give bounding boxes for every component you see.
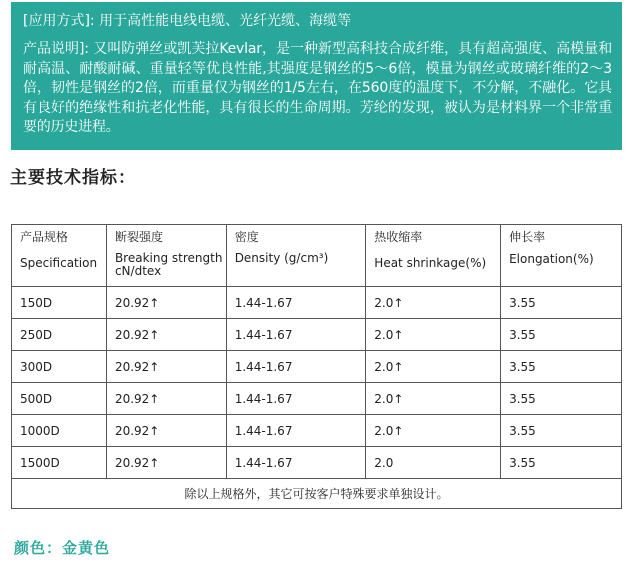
cell-density: 1.44-1.67 [226, 447, 366, 479]
cell-spec: 250D [12, 319, 107, 351]
cell-shrinkage: 2.0↑ [366, 351, 501, 383]
section-title: 主要技术指标： [10, 168, 136, 188]
table-row [12, 287, 622, 319]
cell-shrinkage: 2.0↑ [366, 383, 501, 415]
table-row [12, 447, 622, 479]
description-text: 产品说明]: 又叫防弹丝或凯芙拉Kevlar，是一种新型高科技合成纤维，具有超高强度、高模量和耐高温、耐酸耐碱、重量轻等优良性能,其强度是钢丝的5～6倍，模量为钢丝或玻璃纤维的2～3倍，韧性是钢丝的2倍，而重量仅为钢丝的1/5左右，在560度的温度下，不分解，不融化。它具有良好的绝缘性和抗老化性能，具有很长的生命周期。芳纶的发现，被认为是材料界一个非常重要的历史进程。 [23, 41, 612, 136]
table-note: 除以上规格外，其它可按客户特殊要求单独设计。 [12, 479, 622, 509]
spec-table [11, 224, 622, 509]
cell-elongation: 3.55 [501, 447, 622, 479]
product-info-banner [11, 2, 622, 150]
table-row [12, 319, 622, 351]
cell-spec: 300D [12, 351, 107, 383]
table-note-row [12, 479, 622, 509]
cell-strength: 20.92↑ [106, 319, 226, 351]
cell-spec: 1500D [12, 447, 107, 479]
usage-text: [应用方式]: 用于高性能电线电缆、光纤光缆、海缆等 [23, 13, 352, 29]
cell-strength: 20.92↑ [106, 415, 226, 447]
cell-strength: 20.92↑ [106, 351, 226, 383]
cell-elongation: 3.55 [501, 319, 622, 351]
table-row [12, 351, 622, 383]
cell-spec: 1000D [12, 415, 107, 447]
header-specification: 产品规格 Specification [12, 225, 107, 287]
cell-elongation: 3.55 [501, 287, 622, 319]
cell-density: 1.44-1.67 [226, 415, 366, 447]
color-info: 颜色：金黄色 [14, 539, 111, 557]
header-heat-shrinkage: 热收缩率 Heat shrinkage(%) [366, 225, 501, 287]
cell-spec: 150D [12, 287, 107, 319]
table-header-row [12, 225, 622, 287]
cell-spec: 500D [12, 383, 107, 415]
header-density: 密度 Density (g/cm³) [226, 225, 366, 287]
cell-shrinkage: 2.0↑ [366, 319, 501, 351]
cell-elongation: 3.55 [501, 351, 622, 383]
header-elongation: 伸长率 Elongation(%) [501, 225, 622, 287]
cell-elongation: 3.55 [501, 415, 622, 447]
table-row [12, 383, 622, 415]
table-row [12, 415, 622, 447]
cell-density: 1.44-1.67 [226, 383, 366, 415]
cell-shrinkage: 2.0 [366, 447, 501, 479]
cell-density: 1.44-1.67 [226, 319, 366, 351]
cell-strength: 20.92↑ [106, 287, 226, 319]
cell-shrinkage: 2.0↑ [366, 287, 501, 319]
cell-strength: 20.92↑ [106, 383, 226, 415]
cell-shrinkage: 2.0↑ [366, 415, 501, 447]
cell-elongation: 3.55 [501, 383, 622, 415]
cell-density: 1.44-1.67 [226, 351, 366, 383]
header-breaking-strength: 断裂强度 Breaking strength cN/dtex [106, 225, 226, 287]
cell-density: 1.44-1.67 [226, 287, 366, 319]
cell-strength: 20.92↑ [106, 447, 226, 479]
